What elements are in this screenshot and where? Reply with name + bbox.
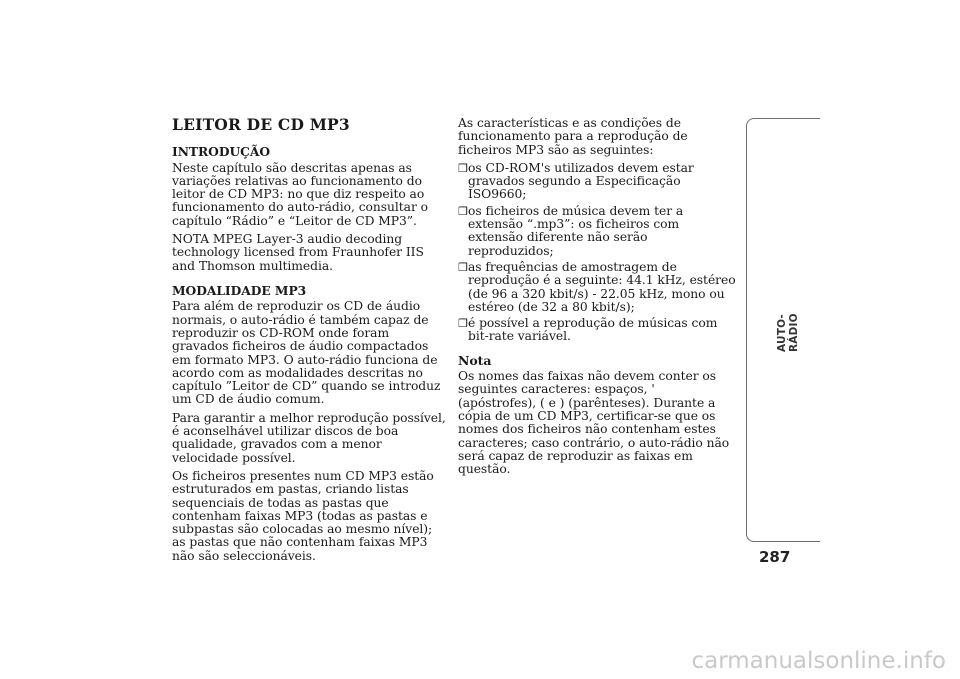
left-column (172, 116, 446, 568)
list-item-text: as frequências de amostragem de reprodução é a seguinte: 44.1 kHz, estéreo (de 96 a 320 kbit/s) - 22.05 kHz, mono ou estéreo (de 32 a 80 kbit/s); (468, 259, 736, 314)
list-item (458, 205, 736, 258)
intro-paragraph-1: Neste capítulo são descritas apenas as variações relativas ao funcionamento do leitor de CD MP3: no que diz respeito ao funcionamento do auto-rádio, consultar o capítulo “Rádio” e “Leitor de CD MP3”. (172, 160, 428, 228)
mode-paragraph-2: Para garantir a melhor reprodução possível, é aconselhável utilizar discos de boa qualidade, gravados com a menor velocidade possível. (172, 410, 446, 465)
chapter-tab-label: AUTO-RÁDIO (776, 313, 800, 353)
list-item-text: os ficheiros de música devem ter a extensão “.mp3”: os ficheiros com extensão diferente não serão reproduzidos; (468, 203, 684, 258)
intro-paragraph-2: NOTA MPEG Layer-3 audio decoding technology licensed from Fraunhofer IIS and Thomson multimedia. (172, 231, 424, 273)
list-item (458, 261, 736, 314)
mode-heading: MODALIDADE MP3 (172, 282, 307, 298)
mode-paragraph-1: Para além de reproduzir os CD de áudio normais, o auto-rádio é também capaz de reproduzir os CD-ROM onde foram gravados ficheiros de áudio compactados em formato MP3. O auto-rádio funciona de acordo com as modalidades descritas no capítulo ”Leitor de CD” quando se introduz um CD de áudio comum. (172, 299, 441, 407)
checkbox-bullet-icon: ❒ (458, 317, 468, 331)
list-item-text: é possível a reprodução de músicas com bit-rate variável. (468, 316, 718, 344)
right-column (458, 117, 736, 481)
note-paragraph: Os nomes das faixas não devem conter os seguintes caracteres: espaços, ' (apóstrofes), ( e ) (parênteses). Durante a cópia de um CD MP3, certificar-se que os nomes dos ficheiros não contenham estes caracteres; caso contrário, o auto-rádio não será capaz de reproduzir as faixas em questão. (458, 369, 730, 477)
requirements-intro: As características e as condições de funcionamento para a reprodução de ficheiros MP3 são as seguintes: (458, 116, 688, 157)
section-title: LEITOR DE CD MP3 (172, 115, 350, 134)
checkbox-bullet-icon: ❒ (458, 204, 468, 218)
watermark: carmanualsonline.info (691, 648, 946, 674)
intro-heading: INTRODUÇÃO (172, 144, 271, 159)
checkbox-bullet-icon: ❒ (458, 161, 468, 175)
page-number: 287 (759, 548, 791, 566)
requirements-list (458, 162, 736, 344)
checkbox-bullet-icon: ❒ (458, 260, 468, 274)
mode-paragraph-3: Os ficheiros presentes num CD MP3 estão estruturados em pastas, criando listas sequenciais de todas as pastas que contenham faixas MP3 (todas as pastas e subpastas são colocadas ao mesmo nível); as pastas que não contenham faixas MP3 não são seleccionáveis. (172, 468, 434, 563)
note-heading: Nota (458, 352, 492, 368)
list-item-text: os CD-ROM's utilizados devem estar gravados segundo a Especificação ISO9660; (468, 160, 694, 202)
list-item (458, 317, 736, 344)
list-item (458, 162, 736, 202)
